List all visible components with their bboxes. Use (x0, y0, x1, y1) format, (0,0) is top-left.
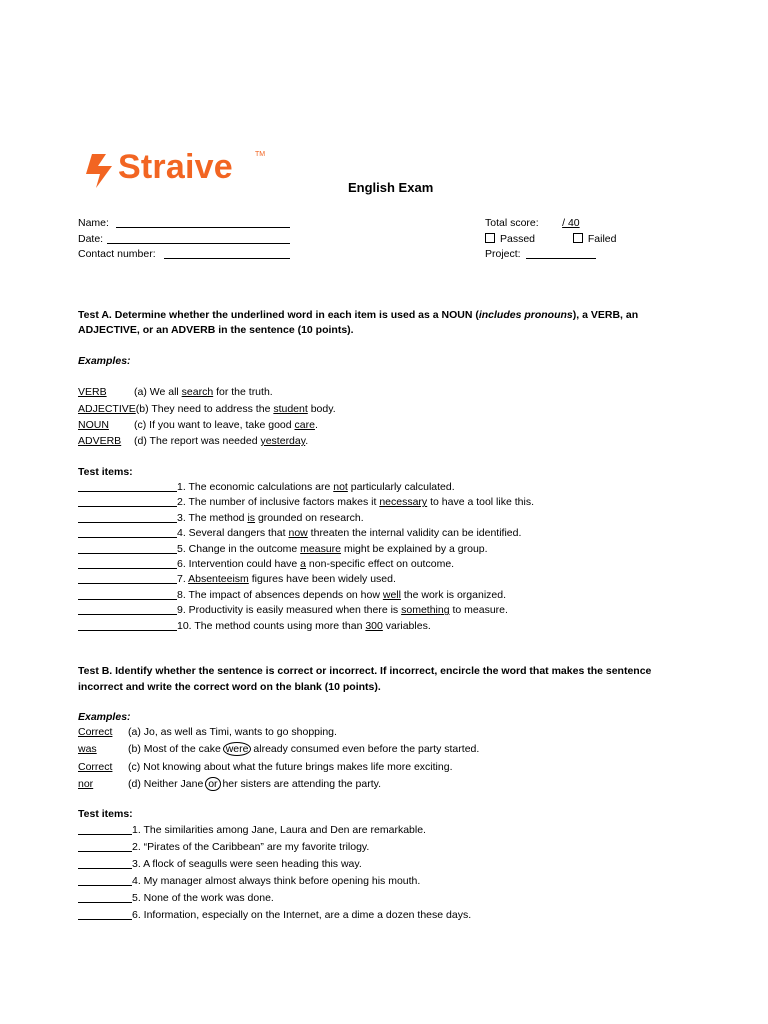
failed-label: Failed (587, 233, 617, 245)
item-text: 4. My manager almost always think before opening his mouth. (132, 875, 421, 887)
test-a-example-row (78, 434, 308, 448)
score-total: / 40 (562, 217, 580, 229)
test-a-item (78, 572, 396, 586)
item-text: 1. The similarities among Jane, Laura and Den are remarkable. (132, 824, 426, 836)
underlined-word: necessary (379, 496, 428, 509)
example-text: (a) Jo, as well as Timi, wants to go shopping. (128, 726, 337, 738)
underlined-word: yesterday (260, 435, 306, 447)
example-answer: ADVERB (78, 435, 122, 447)
project-field[interactable] (526, 258, 596, 259)
answer-blank[interactable] (78, 603, 177, 615)
test-a-item (78, 603, 508, 617)
page-title: English Exam (348, 180, 434, 195)
answer-blank[interactable] (78, 480, 177, 492)
trademark: TM (255, 151, 266, 158)
test-a-item (78, 588, 506, 602)
item-text: 2. “Pirates of the Caribbean” are my favorite trilogy. (132, 841, 370, 853)
test-b-instruction-line1: Test B. Identify whether the sentence is correct or incorrect. If incorrect, encircle the word that makes the sentence (78, 665, 652, 677)
item-text-end: to measure. (449, 604, 508, 617)
test-a-item (78, 480, 455, 494)
item-text: 9. Productivity is easily measured when there is (177, 604, 402, 617)
answer-blank[interactable] (78, 840, 132, 852)
test-a-examples-label: Examples: (78, 355, 131, 367)
item-text: 7. (177, 573, 189, 586)
underlined-word: search (181, 386, 214, 398)
answer-blank[interactable] (78, 526, 177, 538)
answer-blank[interactable] (78, 511, 177, 523)
item-text: 10. The method counts using more than (177, 619, 366, 632)
item-text: 8. The impact of absences depends on how (177, 588, 383, 601)
answer-blank[interactable] (78, 891, 132, 903)
underlined-word: measure (300, 542, 342, 555)
underlined-word: Absenteeism (188, 573, 249, 586)
item-text: 3. A flock of seagulls were seen heading this way. (132, 858, 362, 870)
underlined-word: a (300, 558, 307, 570)
test-b-item (78, 857, 362, 871)
example-text: (a) We all (134, 386, 182, 398)
contact-row (78, 247, 156, 261)
answer-blank[interactable] (78, 823, 132, 835)
contact-field[interactable] (164, 258, 290, 259)
name-row (78, 216, 109, 230)
pass-fail-row (485, 232, 616, 246)
circled-word: were (223, 742, 252, 756)
item-text-end: figures have been widely used. (248, 573, 396, 586)
test-b-item (78, 823, 426, 837)
contact-label: Contact number: (78, 248, 156, 260)
example-text: (b) They need to address the (135, 403, 274, 415)
test-a-items-label: Test items: (78, 466, 133, 478)
brand-name: Straive (118, 148, 233, 186)
underlined-word: now (288, 527, 308, 540)
item-text-end: grounded on research. (255, 511, 364, 524)
item-text-end: might be explained by a group. (341, 542, 488, 555)
example-answer: was (78, 743, 97, 755)
test-a-item (78, 619, 431, 633)
answer-blank[interactable] (78, 874, 132, 886)
test-a-example-row (78, 385, 273, 399)
underlined-word: care (294, 419, 315, 431)
answer-blank[interactable] (78, 588, 177, 600)
item-text-end: non-specific effect on outcome. (306, 558, 455, 570)
answer-blank[interactable] (78, 495, 177, 507)
underlined-word: not (333, 481, 348, 493)
score-row (485, 216, 580, 230)
circled-word: or (205, 777, 220, 791)
test-a-item (78, 557, 454, 571)
item-text: 2. The number of inclusive factors makes it (177, 496, 380, 509)
test-b-instruction-line2: incorrect and write the correct word on the blank (10 points). (78, 681, 381, 693)
test-a-item (78, 542, 488, 556)
underlined-word: well (382, 588, 401, 601)
date-row (78, 232, 103, 246)
example-text-end: body. (307, 403, 336, 415)
underlined-word: student (273, 403, 308, 415)
answer-blank[interactable] (78, 908, 132, 920)
test-b-examples-label: Examples: (78, 711, 131, 723)
example-text: (c) Not knowing about what the future brings makes life more exciting. (128, 761, 453, 773)
example-text-end: her sisters are attending the party. (219, 778, 382, 790)
example-text: (d) The report was needed (134, 435, 261, 447)
item-text-end: variables. (382, 619, 431, 632)
test-a-item (78, 495, 534, 509)
example-text: (d) Neither Jane (128, 778, 207, 790)
item-text: 6. Information, especially on the Internet, are a dime a dozen these days. (132, 909, 472, 921)
example-text: (c) If you want to leave, take good (134, 419, 295, 431)
answer-blank[interactable] (78, 619, 177, 631)
name-label: Name: (78, 217, 109, 229)
date-label: Date: (78, 233, 104, 245)
answer-blank[interactable] (78, 557, 177, 569)
test-a-instruction-line1: Test A. Determine whether the underlined word in each item is used as a NOUN (includes pronouns), a VERB, an (78, 309, 639, 321)
example-text: (b) Most of the cake (128, 743, 224, 755)
project-label: Project: (485, 248, 521, 260)
test-b-item (78, 908, 471, 922)
failed-checkbox[interactable] (573, 233, 583, 243)
item-text: 4. Several dangers that (177, 527, 289, 540)
example-answer: Correct (78, 726, 113, 738)
test-b-items-label: Test items: (78, 808, 133, 820)
test-b-example-row (78, 742, 479, 756)
example-answer: nor (78, 778, 94, 790)
answer-blank[interactable] (78, 857, 132, 869)
answer-blank[interactable] (78, 542, 177, 554)
underlined-word: something (401, 604, 450, 617)
test-a-item (78, 511, 364, 525)
item-text: 3. The method (177, 511, 248, 524)
item-text-end: threaten the internal validity can be identified. (307, 527, 522, 540)
test-a-instruction-line2: ADJECTIVE, or an ADVERB in the sentence (10 points). (78, 324, 354, 336)
passed-label: Passed (500, 233, 536, 245)
test-b-item (78, 840, 369, 854)
test-b-item (78, 891, 274, 905)
item-text: 5. Change in the outcome (177, 542, 301, 555)
date-field[interactable] (107, 243, 290, 244)
test-a-item (78, 526, 521, 540)
test-b-example-row (78, 777, 381, 791)
passed-checkbox[interactable] (485, 233, 495, 243)
score-label: Total score: (485, 217, 539, 229)
example-answer: ADJECTIVE (78, 403, 136, 415)
item-text: 6. Intervention could have (177, 558, 301, 570)
test-b-example-row (78, 725, 337, 739)
item-text-end: to have a tool like this. (427, 496, 534, 509)
underlined-word: 300 (365, 619, 383, 632)
test-a-example-row (78, 418, 318, 432)
item-text-end: particularly calculated. (347, 481, 455, 493)
item-text: 5. None of the work was done. (132, 892, 274, 904)
test-a-example-row (78, 402, 336, 416)
test-b-example-row (78, 760, 453, 774)
test-b-item (78, 874, 420, 888)
example-text-end: . (305, 435, 309, 447)
answer-blank[interactable] (78, 572, 177, 584)
example-text-end: for the truth. (213, 386, 273, 398)
item-text-end: the work is organized. (400, 588, 507, 601)
example-answer: NOUN (78, 419, 109, 431)
project-row (485, 247, 521, 261)
example-text-end: . (314, 419, 318, 431)
example-answer: Correct (78, 761, 113, 773)
name-field[interactable] (116, 227, 290, 228)
example-answer: VERB (78, 386, 107, 398)
item-text: 1. The economic calculations are (177, 481, 334, 493)
example-text-end: already consumed even before the party started. (250, 743, 480, 755)
underlined-word: is (247, 511, 256, 524)
